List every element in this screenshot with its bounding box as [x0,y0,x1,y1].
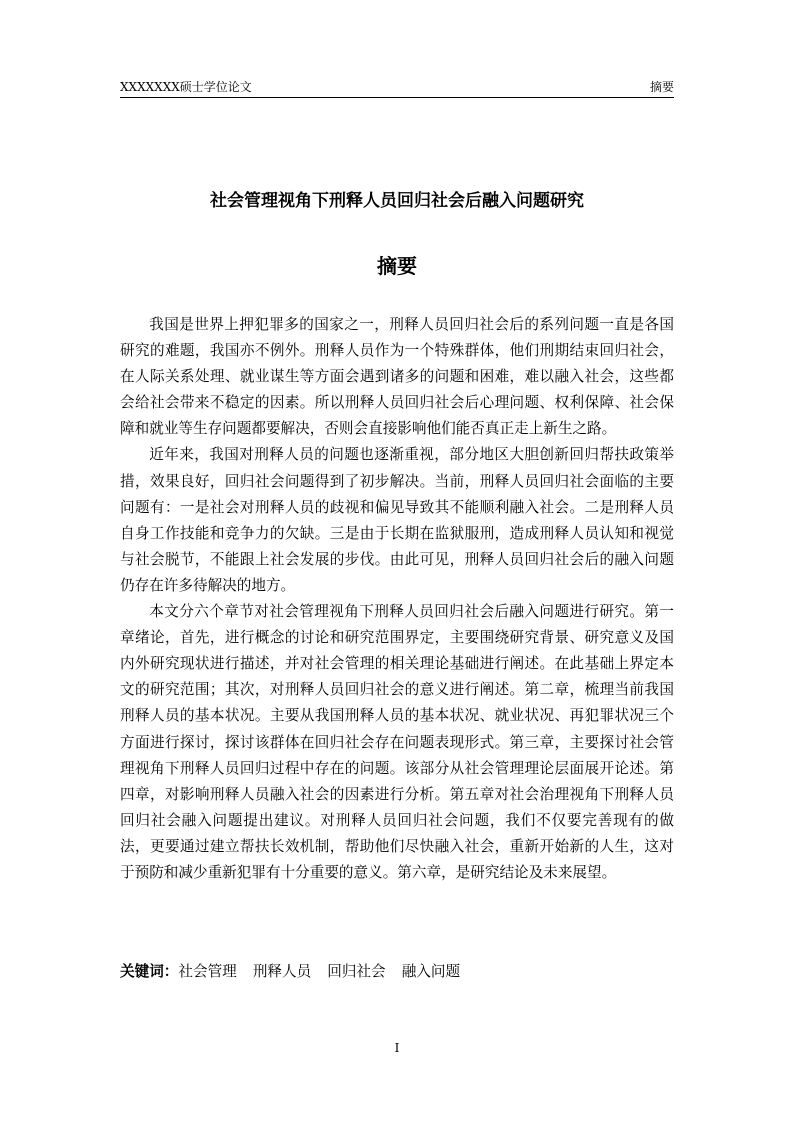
page-number: I [394,1041,400,1055]
keyword-item: 刑释人员 [252,963,312,980]
abstract-heading: 摘要 [377,254,417,278]
thesis-title: 社会管理视角下刑释人员回归社会后融入问题研究 [210,191,584,211]
header-thesis-label: XXXXXXX硕士学位论文 [120,80,252,94]
keyword-item: 融入问题 [401,963,461,980]
abstract-body [120,312,674,886]
keyword-item: 回归社会 [327,963,386,980]
header-section-label: 摘要 [649,80,674,94]
page-header [120,79,674,98]
keywords-label: 关键词： [120,963,179,980]
abstract-paragraph: 近年来，我国对刑释人员的问题也逐渐重视，部分地区大胆创新回归帮扶政策举措，效果良好，回归社会问题得到了初步解决。当前，刑释人员回归社会面临的主要问题有：一是社会对刑释人员的歧视和偏见导致其不能顺利融入社会。二是刑释人员自身工作技能和竞争力的欠缺。三是由于长期在监狱服刑，造成刑释人员认知和视觉与社会脱节，不能跟上社会发展的步伐。由此可见，刑释人员回归社会后的融入问题仍存在许多待解决的地方。 [120,446,674,594]
keywords-line [120,960,674,984]
keyword-item: 社会管理 [178,963,237,980]
abstract-paragraph: 我国是世界上押犯罪多的国家之一，刑释人员回归社会后的系列问题一直是各国研究的难题，我国亦不例外。刑释人员作为一个特殊群体，他们刑期结束回归社会，在人际关系处理、就业谋生等方面会遇到诸多的问题和困难，难以融入社会，这些都会给社会带来不稳定的因素。所以刑释人员回归社会后心理问题、权利保障、社会保障和就业等生存问题都要解决，否则会直接影响他们能否真正走上新生之路。 [120,316,674,438]
abstract-paragraph: 本文分六个章节对社会管理视角下刑释人员回归社会后融入问题进行研究。第一章绪论，首先，进行概念的讨论和研究范围界定，主要围绕研究背景、研究意义及国内外研究现状进行描述，并对社会管理的相关理论基础进行阐述。在此基础上界定本文的研究范围；其次，对刑释人员回归社会的意义进行阐述。第二章，梳理当前我国刑释人员的基本状况。主要从我国刑释人员的基本状况、就业状况、再犯罪状况三个方面进行探讨，探讨该群体在回归社会存在问题表现形式。第三章，主要探讨社会管理视角下刑释人员回归过程中存在的问题。该部分从社会管理理论层面展开论述。第四章，对影响刑释人员融入社会的因素进行分析。第五章对社会治理视角下刑释人员回归社会融入问题提出建议。对刑释人员回归社会问题，我们不仅要完善现有的做法，更要通过建立帮扶长效机制，帮助他们尽快融入社会，重新开始新的人生，这对于预防和减少重新犯罪有十分重要的意义。第六章，是研究结论及未来展望。 [120,603,674,881]
